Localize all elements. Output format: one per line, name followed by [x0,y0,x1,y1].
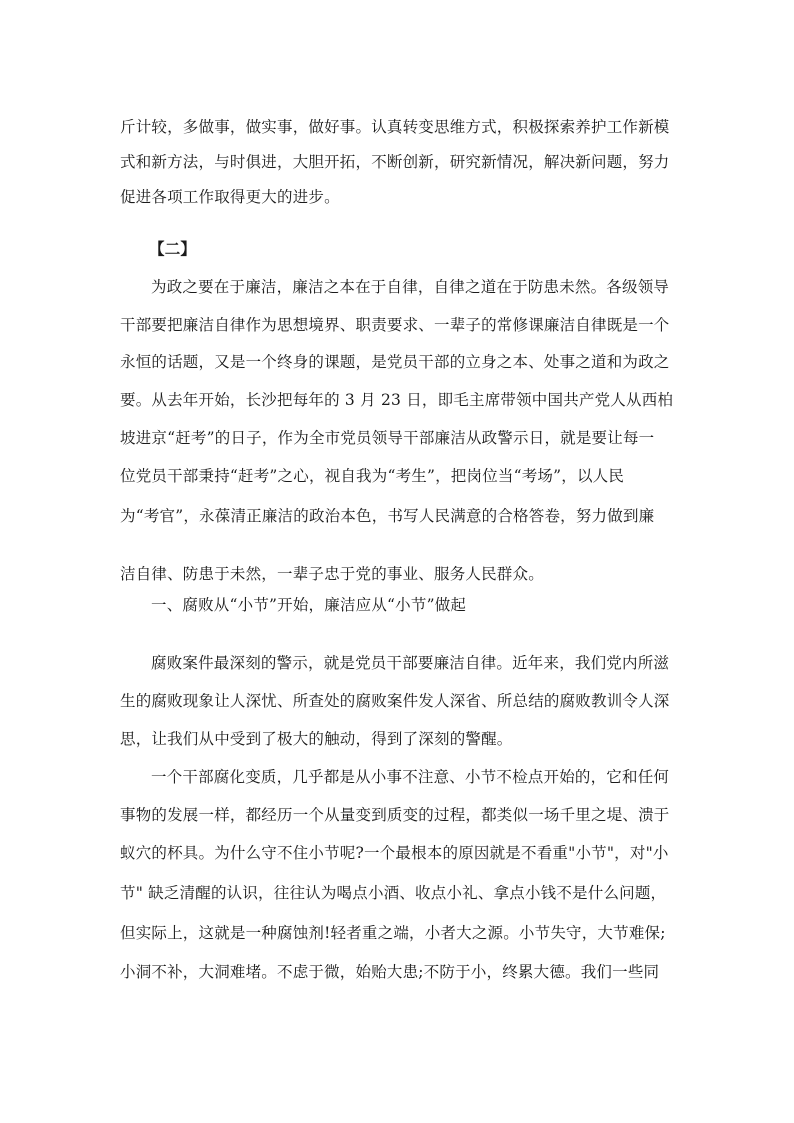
paragraph-line: 为政之要在于廉洁，廉洁之本在于自律，自律之道在于防患未然。各级领导 [151,278,670,296]
paragraph-line: 干部要把廉洁自律作为思想境界、职责要求、一辈子的常修课廉洁自律既是一个 [120,316,670,334]
paragraph-line: 坡进京“赶考”的日子，作为全市党员领导干部廉洁从政警示日，就是要让每一 [120,429,655,447]
paragraph-line: 要。从去年开始，长沙把每年的 3 月 23 日，即毛主席带领中国共产党人从西柏 [120,391,674,409]
paragraph-line: 位党员干部秉持“赶考”之心，视自我为“考生”，把岗位当“考场”，以人民 [120,467,625,485]
paragraph-line: 节" 缺乏清醒的认识，往往认为喝点小酒、收点小礼、拿点小钱不是什么问题， [120,884,667,902]
section-heading: 【二】 [149,239,197,258]
paragraph-line: 为“考官”，永葆清正廉洁的政治本色，书写人民满意的合格答卷，努力做到廉 [120,507,655,525]
paragraph-line: 永恒的话题，又是一个终身的课题，是党员干部的立身之本、处事之道和为政之 [120,353,670,371]
subheading: 一、腐败从“小节”开始，廉洁应从“小节”做起 [151,596,467,614]
paragraph-line: 一个干部腐化变质，几乎都是从小事不注意、小节不检点开始的，它和任何 [151,768,670,786]
paragraph-line: 思，让我们从中受到了极大的触动，得到了深刻的警醒。 [120,730,513,748]
paragraph-line: 小洞不补，大洞难堵。不虑于微，始贻大患;不防于小，终累大德。我们一些同 [120,963,660,981]
paragraph-line: 腐败案件最深刻的警示，就是党员干部要廉洁自律。近年来，我们党内所滋 [151,654,670,672]
paragraph-line: 斤计较，多做事，做实事，做好事。认真转变思维方式，积极探索养护工作新模 [120,118,670,136]
paragraph-line: 式和新方法，与时俱进，大胆开拓，不断创新，研究新情况，解决新问题，努力 [120,153,670,171]
paragraph-line: 洁自律、防患于未然，一辈子忠于党的事业、服务人民群众。 [120,565,544,583]
paragraph-line: 生的腐败现象让人深忧、所查处的腐败案件发人深省、所总结的腐败教训令人深 [120,692,670,710]
paragraph-line: 但实际上，这就是一种腐蚀剂!轻者重之端，小者大之源。小节失守，大节难保; [120,924,666,942]
paragraph-line: 促进各项工作取得更大的进步。 [120,188,340,206]
paragraph-line: 蚁穴的杯具。为什么守不住小节呢?一个最根本的原因就是不看重"小节"，对"小 [120,844,669,862]
paragraph-line: 事物的发展一样，都经历一个从量变到质变的过程，都类似一场千里之堤、溃于 [120,806,670,824]
